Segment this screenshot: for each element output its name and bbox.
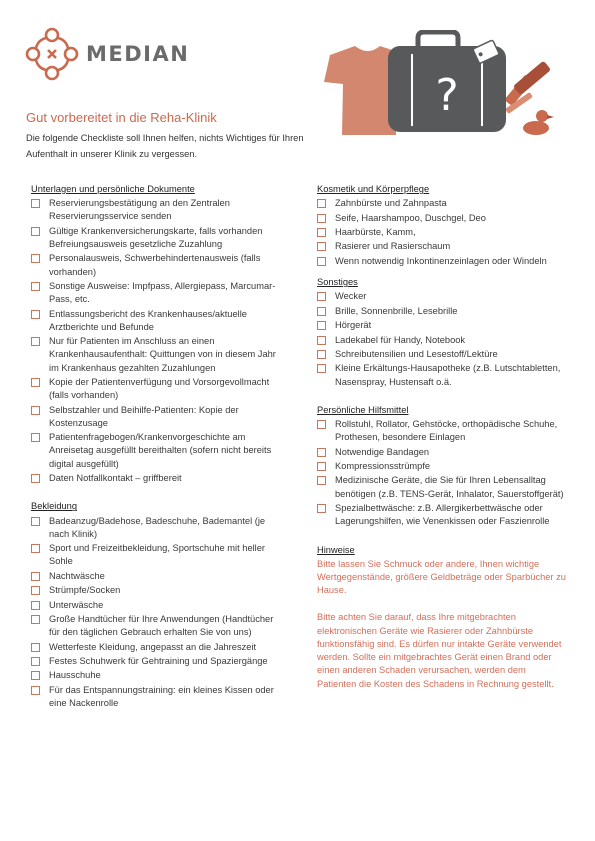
checkbox[interactable]: [317, 214, 326, 223]
checklist-item[interactable]: Schreibutensilien und Lesestoff/Lektüre: [317, 348, 567, 361]
checkbox[interactable]: [317, 242, 326, 251]
checklist-item[interactable]: Rollstuhl, Rollator, Gehstöcke, orthopädische Schuhe, Prothesen, besondere Einlagen: [317, 418, 567, 444]
checkbox[interactable]: [317, 364, 326, 373]
checkbox[interactable]: [317, 321, 326, 330]
hint-paragraph: Bitte lassen Sie Schmuck oder andere, Ihnen wichtige Wertgegenstände, größere Geldbeträge oder Sparbücher zu Hause.: [317, 558, 566, 596]
checkbox[interactable]: [31, 544, 40, 553]
checklist-item[interactable]: Wetterfeste Kleidung, angepasst an die Jahreszeit: [31, 641, 281, 654]
checkbox[interactable]: [31, 643, 40, 652]
checkbox[interactable]: [31, 254, 40, 263]
checkbox[interactable]: [317, 462, 326, 471]
checklist-item[interactable]: Ladekabel für Handy, Notebook: [317, 334, 567, 347]
toiletries-icon: [504, 61, 551, 115]
checklist-item[interactable]: Notwendige Bandagen: [317, 446, 567, 459]
page-title: Gut vorbereitet in die Reha-Klinik: [26, 110, 217, 125]
checkbox[interactable]: [317, 350, 326, 359]
hint-paragraph: Bitte achten Sie darauf, dass Ihre mitgebrachten elektronischen Geräte wie Rasierer oder Zahnbürste funktionsfähig sind. Es dürfen nur intakte Geräte verwendet werden. Sollte ein mitgebrachtes Gerät einen Brand oder einen anderen Schaden verursachen, werden dem Patienten die Kosten des Schadens in Rechnung gestellt.: [317, 612, 562, 689]
checklist-item[interactable]: Große Handtücher für Ihre Anwendungen (Handtücher für den täglichen Gebrauch erhalten Sie von uns): [31, 613, 281, 639]
checkbox[interactable]: [31, 601, 40, 610]
checkbox[interactable]: [31, 433, 40, 442]
section-title: Persönliche Hilfsmittel: [317, 404, 409, 415]
checklist-item[interactable]: Hausschuhe: [31, 669, 281, 682]
checklist-item[interactable]: Nachtwäsche: [31, 570, 281, 583]
checklist-item[interactable]: Hörgerät: [317, 319, 567, 332]
section-title: Unterlagen und persönliche Dokumente: [31, 184, 195, 194]
checklist-item[interactable]: Haarbürste, Kamm,: [317, 226, 567, 239]
checkbox[interactable]: [317, 420, 326, 429]
checklist-item[interactable]: Patientenfragebogen/Krankenvorgeschichte am Anreisetag ausgefüllt bereithalten (sofern nicht bereits digital ausgefüllt): [31, 431, 281, 471]
checklist-item[interactable]: Personalausweis, Schwerbehindertenausweis (falls vorhanden): [31, 252, 281, 278]
checkbox[interactable]: [31, 671, 40, 680]
checkbox[interactable]: [31, 227, 40, 236]
checklist-item[interactable]: Entlassungsbericht des Krankenhauses/aktuelle Arztberichte und Befunde: [31, 308, 281, 334]
checkbox[interactable]: [31, 378, 40, 387]
hints-title: Hinweise: [317, 544, 355, 555]
question-mark-glyph: ?: [435, 70, 459, 121]
checkbox[interactable]: [31, 586, 40, 595]
checkbox[interactable]: [31, 310, 40, 319]
hints-block: [317, 558, 567, 691]
duck-icon: [523, 110, 554, 135]
checklist-item[interactable]: Kompressionsstrümpfe: [317, 460, 567, 473]
checkbox[interactable]: [31, 572, 40, 581]
checkbox[interactable]: [317, 448, 326, 457]
checklist-item[interactable]: Sonstige Ausweise: Impfpass, Allergiepass, Marcumar-Pass, etc.: [31, 280, 281, 306]
checklist-item[interactable]: Reservierungsbestätigung an den Zentralen Reservierungsservice senden: [31, 197, 281, 223]
checklist-item[interactable]: Für das Entspannungstraining: ein kleines Kissen oder eine Nackenrolle: [31, 684, 281, 710]
checkbox[interactable]: [317, 336, 326, 345]
checkbox[interactable]: [31, 657, 40, 666]
checkbox[interactable]: [317, 504, 326, 513]
checklist-item[interactable]: Medizinische Geräte, die Sie für Ihren Lebensalltag benötigen (z.B. TENS-Gerät, Inhalator, Sauerstoffgerät): [317, 474, 567, 500]
checklist-item[interactable]: Zahnbürste und Zahnpasta: [317, 197, 567, 210]
checkbox[interactable]: [317, 257, 326, 266]
checklist-item[interactable]: Rasierer und Rasierschaum: [317, 240, 567, 253]
logo-mark-icon: [24, 26, 80, 82]
section-title: Kosmetik und Körperpflege: [317, 184, 430, 194]
section-title: Sonstiges: [317, 277, 358, 288]
right-column: [317, 183, 567, 705]
checklist-item[interactable]: Badeanzug/Badehose, Badeschuhe, Bademantel (je nach Klinik): [31, 515, 281, 541]
checkbox[interactable]: [31, 517, 40, 526]
checkbox[interactable]: [317, 307, 326, 316]
checklist-item[interactable]: Spezialbettwäsche: z.B. Allergikerbettwäsche oder Lagerungshilfen, wie Venenkissen oder Faszienrolle: [317, 502, 567, 528]
checklist-item[interactable]: Gültige Krankenversicherungskarte, falls vorhanden Befreiungsausweis gesetzliche Zuzahlung: [31, 225, 281, 251]
checkbox[interactable]: [317, 199, 326, 208]
checklist-item[interactable]: Wenn notwendig Inkontinenzeinlagen oder Windeln: [317, 255, 567, 268]
brand-name: MEDIAN: [86, 42, 190, 66]
checklist-item[interactable]: Daten Notfallkontakt – griffbereit: [31, 472, 281, 485]
intro-text: Die folgende Checkliste soll Ihnen helfen, nichts Wichtiges für Ihren Aufenthalt in unserer Klinik zu vergessen.: [26, 133, 304, 159]
checklist-item[interactable]: Selbstzahler und Beihilfe-Patienten: Kopie der Kostenzusage: [31, 404, 281, 430]
checklist-item[interactable]: Wecker: [317, 290, 567, 303]
left-column: [31, 183, 281, 711]
checkbox[interactable]: [317, 292, 326, 301]
checkbox[interactable]: [31, 406, 40, 415]
checkbox[interactable]: [31, 474, 40, 483]
checklist-item[interactable]: Kopie der Patientenverfügung und Vorsorgevollmacht (falls vorhanden): [31, 376, 281, 402]
checklist-item[interactable]: Sport und Freizeitbekleidung, Sportschuhe mit heller Sohle: [31, 542, 281, 568]
checklist-item[interactable]: Festes Schuhwerk für Gehtraining und Spaziergänge: [31, 655, 281, 668]
checklist-item[interactable]: Seife, Haarshampoo, Duschgel, Deo: [317, 212, 567, 225]
median-logo: [24, 26, 189, 82]
checkbox[interactable]: [31, 686, 40, 695]
hero-illustration: [300, 30, 560, 145]
checkbox[interactable]: [31, 282, 40, 291]
checkbox[interactable]: [31, 615, 40, 624]
checkbox[interactable]: [31, 199, 40, 208]
checkbox[interactable]: [317, 228, 326, 237]
checkbox[interactable]: [317, 476, 326, 485]
section-title: Bekleidung: [31, 501, 78, 512]
checklist-item[interactable]: Strümpfe/Socken: [31, 584, 281, 597]
checklist-item[interactable]: Brille, Sonnenbrille, Lesebrille: [317, 305, 567, 318]
checklist-item[interactable]: Kleine Erkältungs-Hausapotheke (z.B. Lutschtabletten, Nasenspray, Hustensaft o.ä.: [317, 362, 567, 388]
checklist-item[interactable]: Nur für Patienten im Anschluss an einen Krankenhausaufenthalt: Quittungen von in diesem Jahr im Krankenhaus gezahlten Zuzahlungen: [31, 335, 281, 375]
checklist-item[interactable]: Unterwäsche: [31, 599, 281, 612]
suitcase-icon: [388, 32, 506, 132]
checkbox[interactable]: [31, 337, 40, 346]
